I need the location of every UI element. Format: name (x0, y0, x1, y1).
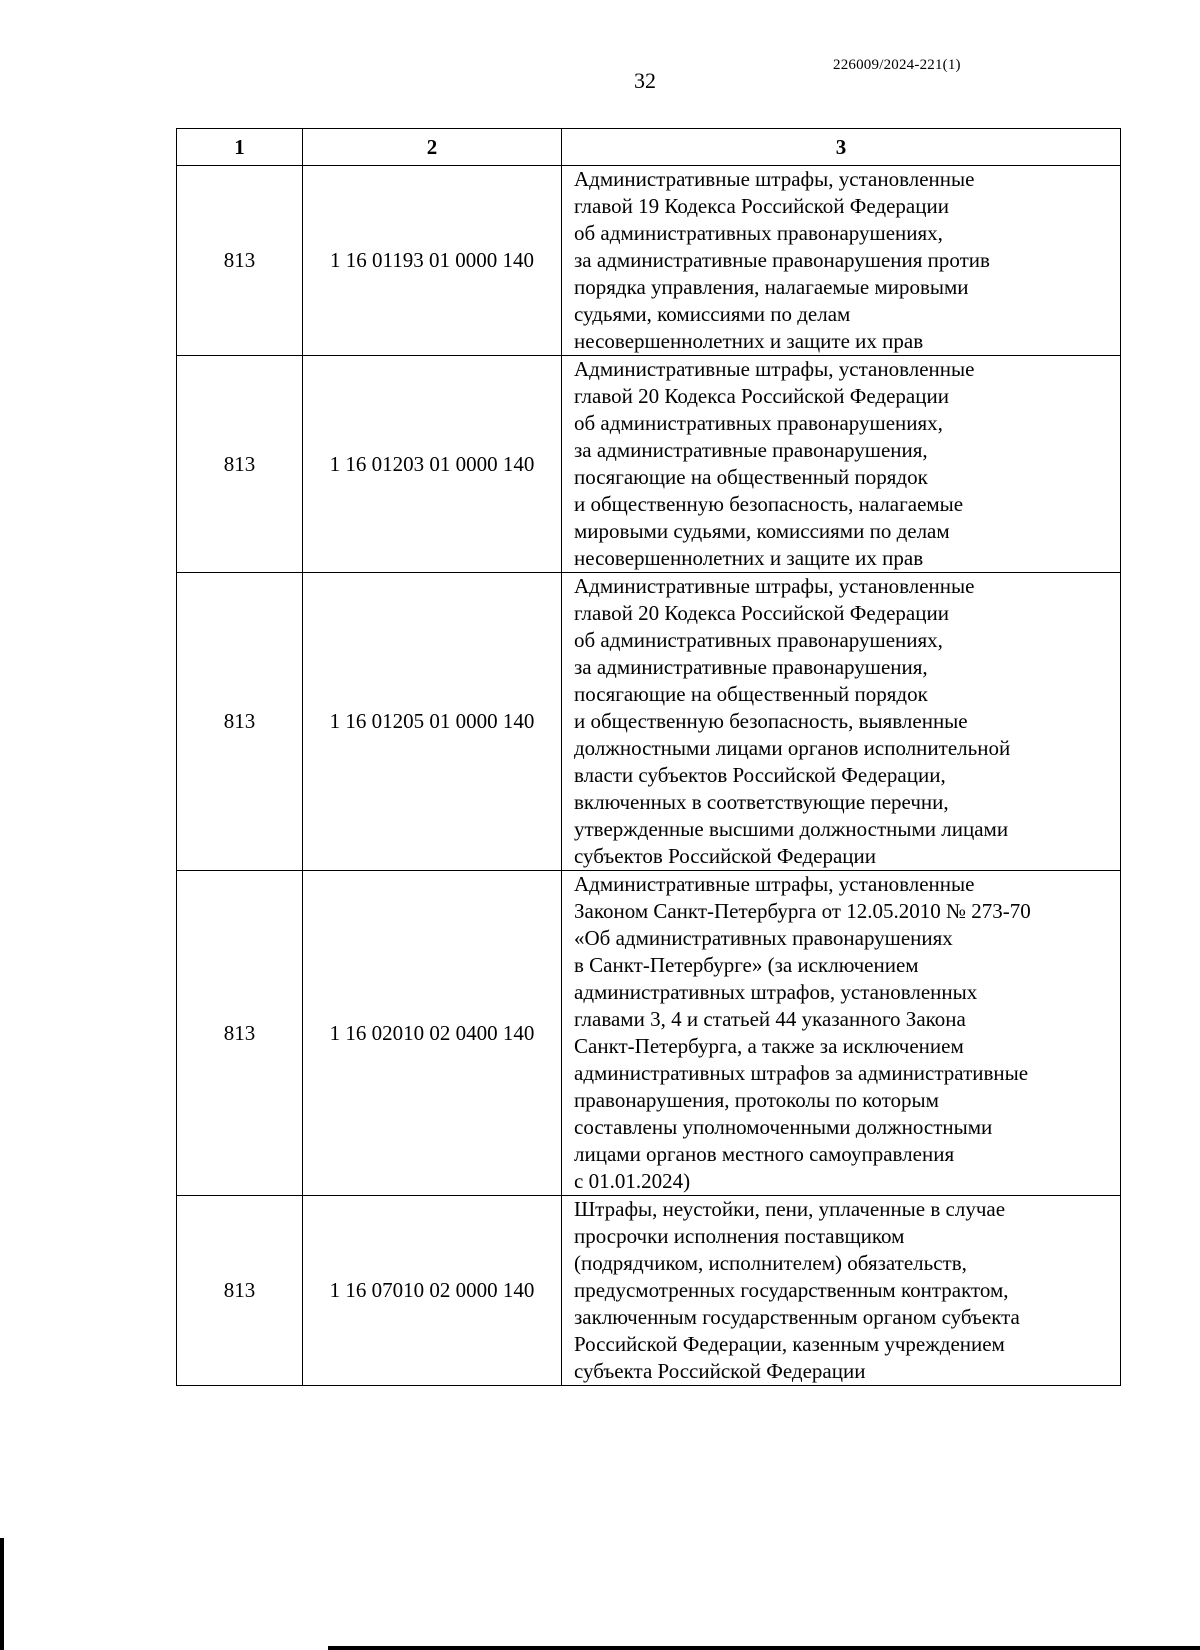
description-line: и общественную безопасность, выявленные (574, 709, 968, 733)
revenue-description-cell (562, 166, 1121, 356)
description-line: несовершеннолетних и защите их прав (574, 546, 924, 570)
description-line: об административных правонарушениях, (574, 221, 943, 245)
description-line: составлены уполномоченными должностными (574, 1115, 993, 1139)
description-line: Административные штрафы, установленные (574, 574, 975, 598)
table-row (177, 871, 1121, 1196)
description-line: за административные правонарушения против (574, 248, 990, 272)
description-line: лицами органов местного самоуправления (574, 1142, 955, 1166)
description-line: посягающие на общественный порядок (574, 465, 928, 489)
table-row (177, 356, 1121, 573)
budget-codes-table (176, 128, 1121, 1386)
page-number: 32 (634, 68, 656, 93)
revenue-description-cell (562, 1196, 1121, 1386)
revenue-description-cell (562, 573, 1121, 871)
budget-classification-code-cell: 1 16 01203 01 0000 140 (303, 356, 562, 573)
column-header-1: 1 (177, 129, 303, 166)
description-line: «Об административных правонарушениях (574, 926, 953, 950)
scan-edge-mark-bottom (328, 1646, 1200, 1650)
table-header-row (177, 129, 1121, 166)
description-line: несовершеннолетних и защите их прав (574, 329, 924, 353)
description-line: должностными лицами органов исполнительной (574, 736, 1011, 760)
description-line: административных штрафов за административные (574, 1061, 1029, 1085)
description-line: порядка управления, налагаемые мировыми (574, 275, 969, 299)
description-line: судьями, комиссиями по делам (574, 302, 851, 326)
description-line: предусмотренных государственным контрактом, (574, 1278, 1009, 1302)
description-line: правонарушения, протоколы по которым (574, 1088, 939, 1112)
budget-classification-code-cell: 1 16 01193 01 0000 140 (303, 166, 562, 356)
description-line: включенных в соответствующие перечни, (574, 790, 949, 814)
description-line: власти субъектов Российской Федерации, (574, 763, 946, 787)
table-row (177, 166, 1121, 356)
description-line: главой 20 Кодекса Российской Федерации (574, 601, 949, 625)
revenue-description-cell (562, 356, 1121, 573)
description-line: главой 19 Кодекса Российской Федерации (574, 194, 949, 218)
admin-code-cell: 813 (177, 166, 303, 356)
description-line: об административных правонарушениях, (574, 628, 943, 652)
description-line: Штрафы, неустойки, пени, уплаченные в случае (574, 1197, 1006, 1221)
budget-classification-code-cell: 1 16 07010 02 0000 140 (303, 1196, 562, 1386)
description-line: Административные штрафы, установленные (574, 357, 975, 381)
description-line: с 01.01.2024) (574, 1169, 691, 1193)
description-line: главой 20 Кодекса Российской Федерации (574, 384, 949, 408)
table-body (177, 166, 1121, 1386)
description-line: просрочки исполнения поставщиком (574, 1224, 905, 1248)
description-line: Законом Санкт-Петербурга от 12.05.2010 № 273-70 (574, 899, 1031, 923)
description-line: административных штрафов, установленных (574, 980, 978, 1004)
admin-code-cell: 813 (177, 573, 303, 871)
budget-classification-code-cell: 1 16 02010 02 0400 140 (303, 871, 562, 1196)
description-line: главами 3, 4 и статьей 44 указанного Закона (574, 1007, 966, 1031)
admin-code-cell: 813 (177, 1196, 303, 1386)
description-line: Российской Федерации, казенным учреждением (574, 1332, 1005, 1356)
table-row (177, 573, 1121, 871)
admin-code-cell: 813 (177, 871, 303, 1196)
column-header-3: 3 (562, 129, 1121, 166)
description-line: об административных правонарушениях, (574, 411, 943, 435)
description-line: мировыми судьями, комиссиями по делам (574, 519, 950, 543)
description-line: Административные штрафы, установленные (574, 872, 975, 896)
description-line: субъектов Российской Федерации (574, 844, 877, 868)
description-line: заключенным государственным органом субъекта (574, 1305, 1020, 1329)
description-line: (подрядчиком, исполнителем) обязательств, (574, 1251, 967, 1275)
budget-classification-code-cell: 1 16 01205 01 0000 140 (303, 573, 562, 871)
revenue-description-cell (562, 871, 1121, 1196)
description-line: и общественную безопасность, налагаемые (574, 492, 964, 516)
description-line: за административные правонарушения, (574, 655, 928, 679)
description-line: Санкт-Петербурга, а также за исключением (574, 1034, 964, 1058)
budget-codes-table-container (176, 128, 1121, 1386)
description-line: за административные правонарушения, (574, 438, 928, 462)
document-reference-number: 226009/2024-221(1) (833, 57, 961, 73)
admin-code-cell: 813 (177, 356, 303, 573)
description-line: субъекта Российской Федерации (574, 1359, 866, 1383)
column-header-2: 2 (303, 129, 562, 166)
table-row (177, 1196, 1121, 1386)
description-line: посягающие на общественный порядок (574, 682, 928, 706)
description-line: в Санкт-Петербурге» (за исключением (574, 953, 919, 977)
description-line: утвержденные высшими должностными лицами (574, 817, 1009, 841)
description-line: Административные штрафы, установленные (574, 167, 975, 191)
scan-edge-mark-left (0, 1538, 4, 1650)
